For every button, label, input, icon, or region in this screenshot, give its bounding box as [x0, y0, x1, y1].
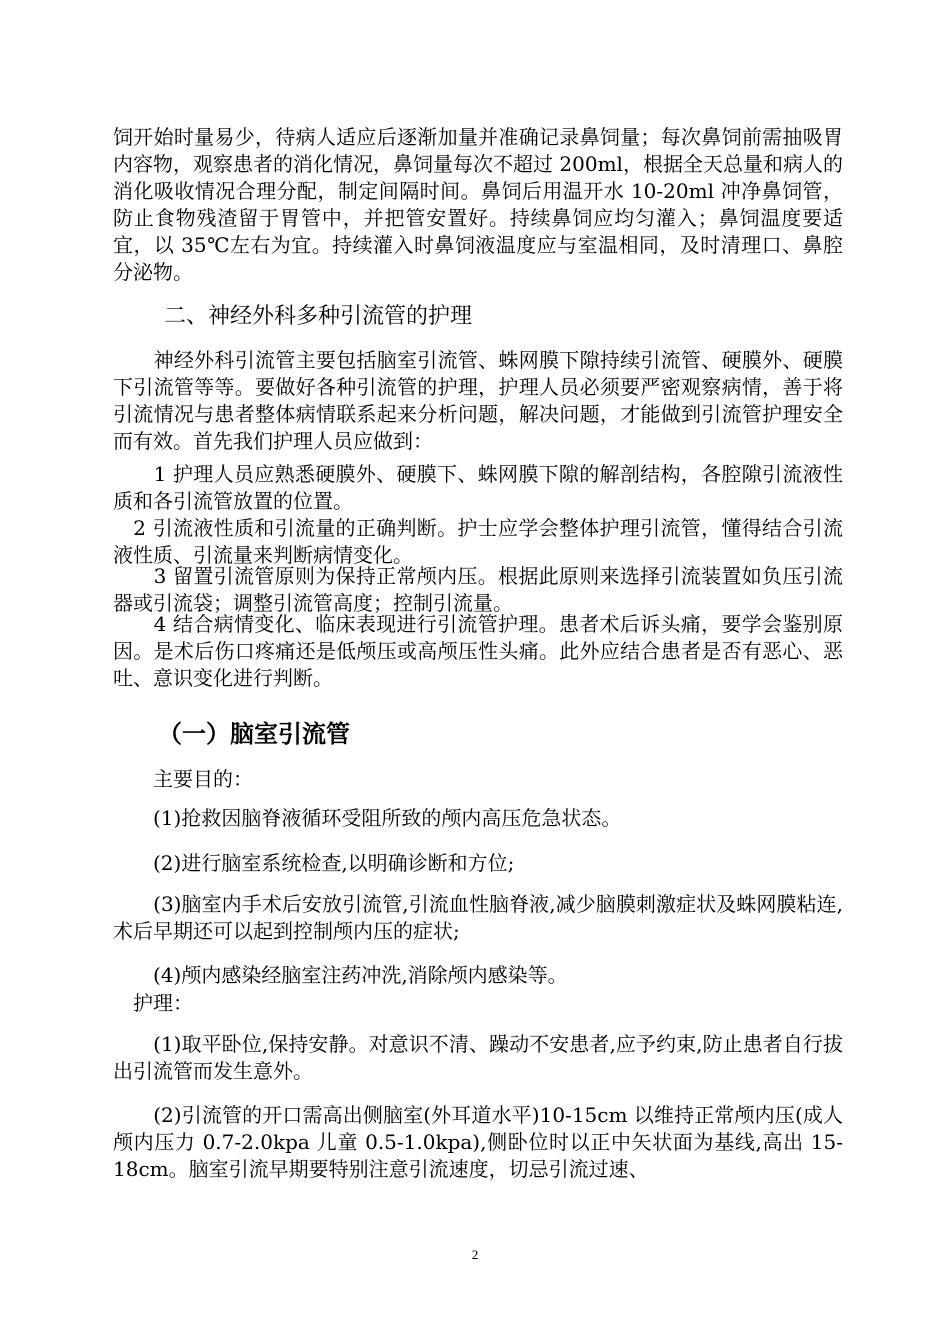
requirement-item-2: 2 引流液性质和引流量的正确判断。护士应学会整体护理引流管，懂得结合引流液性质、引流量来判断病情变化。 [113, 516, 843, 567]
purpose-item-4: (4)颅内感染经脑室注药冲洗,消除颅内感染等。 [113, 963, 568, 987]
purpose-item-2: (2)进行脑室系统检查,以明确诊断和方位; [113, 851, 515, 875]
purpose-label: 主要目的： [113, 767, 253, 791]
purpose-item-1: (1)抢救因脑脊液循环受阻所致的颅内高压危急状态。 [113, 806, 622, 830]
requirement-item-3: 3 留置引流管原则为保持正常颅内压。根据此原则来选择引流装置如负压引流器或引流袋；调整引流管高度；控制引流量。 [113, 564, 843, 615]
care-item-1: (1)取平卧位,保持安静。对意识不清、躁动不安患者,应予约束,防止患者自行拔出引流管而发生意外。 [113, 1032, 843, 1083]
section-intro-paragraph: 神经外科引流管主要包括脑室引流管、蛛网膜下隙持续引流管、硬膜外、硬膜下引流管等等。要做好各种引流管的护理，护理人员必须要严密观察病情，善于将引流情况与患者整体病情联系起来分析问题，解决问题，才能做到引流管护理安全而有效。首先我们护理人员应做到： [113, 348, 843, 453]
requirement-item-1: 1 护理人员应熟悉硬膜外、硬膜下、蛛网膜下隙的解剖结构，各腔隙引流液性质和各引流管放置的位置。 [113, 462, 843, 513]
page-number: 2 [471, 1247, 479, 1262]
care-item-2: (2)引流管的开口需高出侧脑室(外耳道水平)10-15cm 以维持正常颅内压(成人颅内压力 0.7-2.0kpa 儿童 0.5-1.0kpa),侧卧位时以正中矢状面为基线,高出 15-18cm。脑室引流早期要特别注意引流速度，切忌引流过速、 [113, 1103, 843, 1181]
care-label: 护理： [113, 991, 193, 1015]
section-heading: 二、神经外科多种引流管的护理 [164, 304, 473, 329]
continuation-paragraph: 饲开始时量易少，待病人适应后逐渐加量并准确记录鼻饲量；每次鼻饲前需抽吸胃内容物，观察患者的消化情况，鼻饲量每次不超过 200ml，根据全天总量和病人的消化吸收情况合理分配，制定间隔时间。鼻饲后用温开水 10-20ml 冲净鼻饲管，防止食物残渣留于胃管中，并把管安置好。持续鼻饲应均匀灌入；鼻饲温度要适宜，以 35℃左右为宜。持续灌入时鼻饲液温度应与室温相同，及时清理口、鼻腔分泌物。 [113, 125, 843, 284]
subsection-heading: （一）脑室引流管 [158, 720, 350, 748]
purpose-item-3: (3)脑室内手术后安放引流管,引流血性脑脊液,减少脑膜刺激症状及蛛网膜粘连,术后早期还可以起到控制颅内压的症状; [113, 892, 843, 943]
requirement-item-4: 4 结合病情变化、临床表现进行引流管护理。患者术后诉头痛，要学会鉴别原因。是术后伤口疼痛还是低颅压或高颅压性头痛。此外应结合患者是否有恶心、恶吐、意识变化进行判断。 [113, 612, 843, 690]
